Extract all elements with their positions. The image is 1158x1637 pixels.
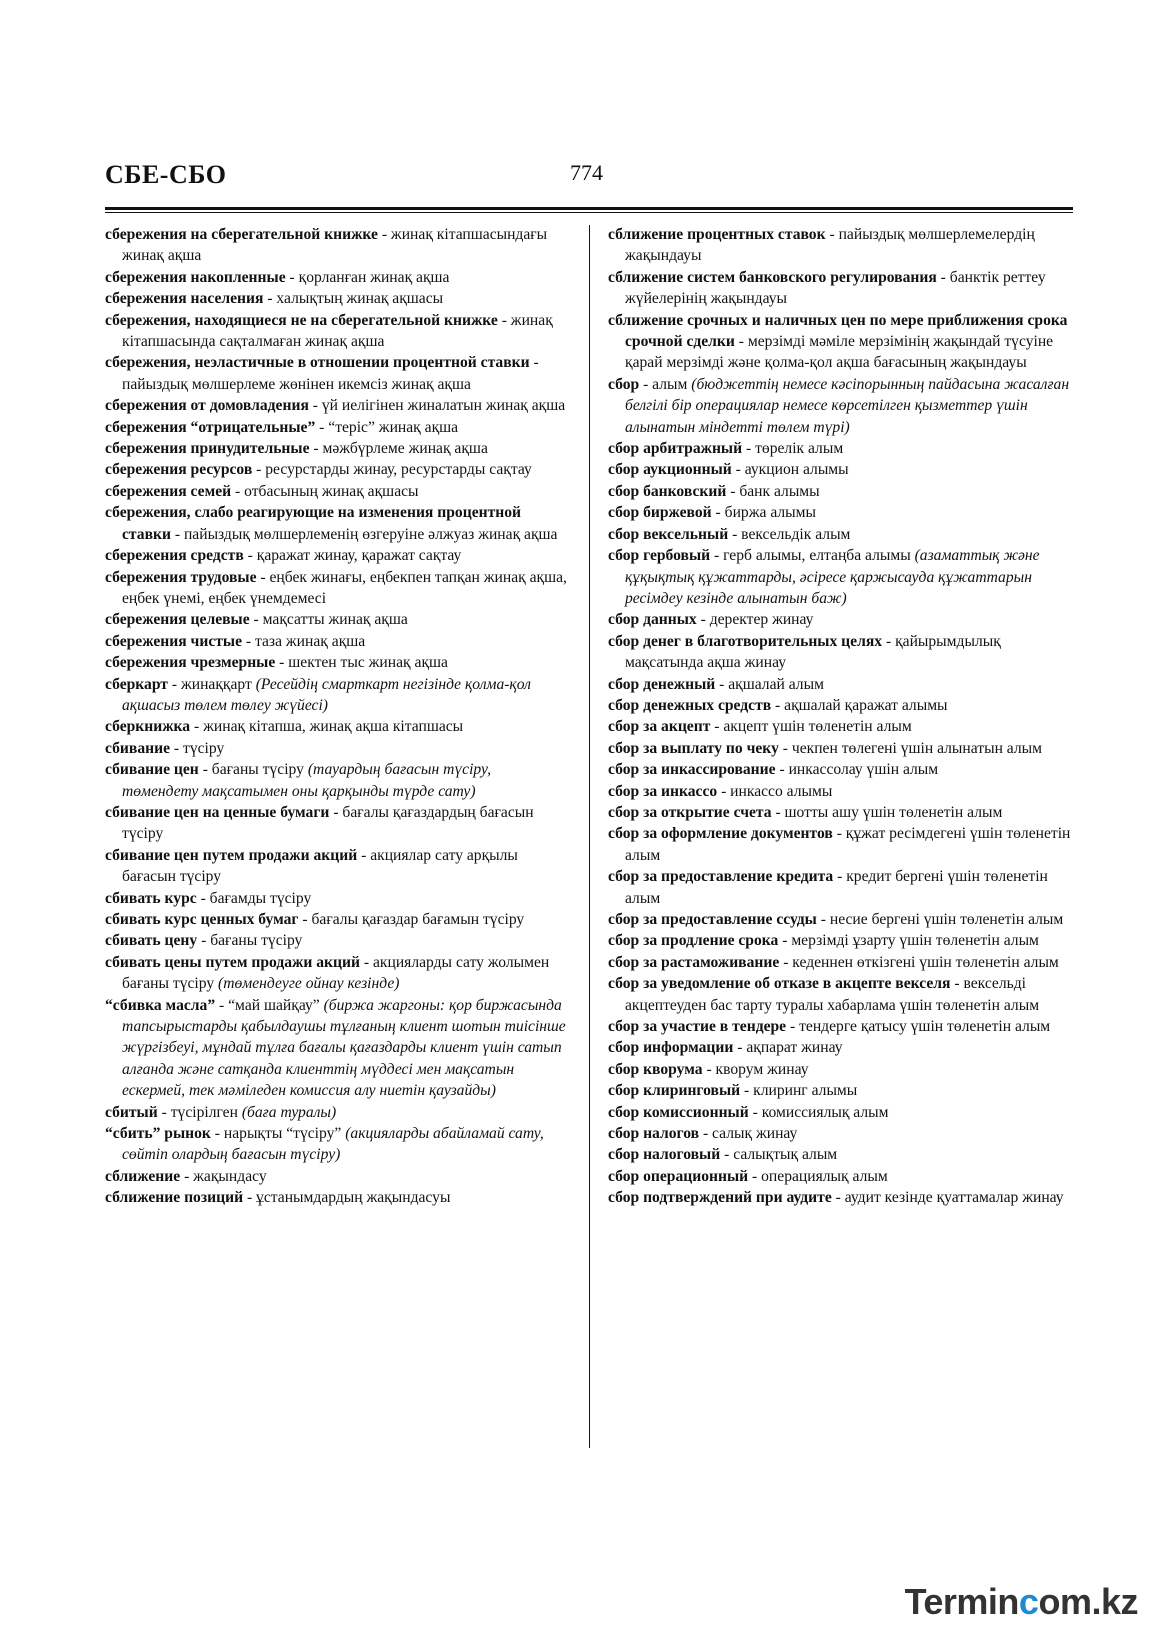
dictionary-entry: [105, 930, 570, 951]
entry-term: сбор денежный: [608, 675, 716, 693]
entry-translation: - пайыздық мөлшерлемелердің жақындауы: [625, 226, 1035, 265]
entry-note: (акцияларды абайламай сату, сөйтіп олардың бағасын түсіру): [122, 1125, 544, 1164]
entry-translation: - банк алымы: [726, 482, 820, 500]
entry-translation: - несие бергені үшін төленетін алым: [816, 911, 1064, 928]
entry-translation: - бағамды түсіру: [196, 889, 312, 907]
entry-translation: - қорланған жинақ ақша: [285, 268, 450, 286]
entry-term: сбор: [608, 375, 640, 393]
watermark-part1: Termin: [904, 1581, 1019, 1622]
dictionary-entry: [105, 352, 570, 395]
dictionary-entry: [608, 1102, 1073, 1123]
dictionary-entry: [105, 888, 570, 909]
entry-term: сбивать цену: [105, 932, 198, 950]
entry-translation: - шектен тыс жинақ ақша: [275, 654, 448, 672]
entry-term: сбор арбитражный: [608, 440, 743, 458]
entry-term: сбор за акцепт: [608, 718, 711, 736]
entry-term: “сбивка масла”: [105, 996, 216, 1014]
entry-term: сбережения “отрицательные”: [105, 418, 316, 436]
site-watermark: [905, 1581, 1138, 1623]
entry-term: сбивание цен на ценные бумаги: [105, 803, 330, 821]
entry-term: сбор за инкассо: [608, 782, 718, 800]
entry-translation: - пайыздық мөлшерлеменің өзгеруіне әлжуаз жинақ ақша: [170, 525, 558, 543]
entry-translation: - мерзімді мәміле мерзімінің жақындай түсуіне қарай мерзімді және қолма-қол ақша бағасының жақындауы: [625, 333, 1054, 372]
dictionary-entry: [608, 631, 1073, 674]
entry-translation: - акцепт үшін төленетін алым: [710, 718, 912, 736]
entry-translation: - вексельді акцептеуден бас тарту туралы хабарлама үшін төленетін алым: [625, 975, 1040, 1014]
dictionary-entry: [105, 652, 570, 673]
dictionary-entry: [608, 1166, 1073, 1187]
entry-translation: - кворум жинау: [702, 1060, 809, 1078]
entry-term: сбивание цен путем продажи акций: [105, 846, 358, 864]
dictionary-entry: [105, 417, 570, 438]
dictionary-entry: [608, 438, 1073, 459]
entry-term: сбережения целевые: [105, 611, 250, 629]
entry-term: сбивание цен: [105, 761, 199, 779]
entry-note: (бюджеттің немесе кәсіпорынның пайдасына жасалған белгілі бір операциялар немесе көрсетілген қызметтер үшін алынатын міндетті төлем түрі): [625, 375, 1070, 436]
dictionary-entry: [608, 310, 1073, 374]
dictionary-entry: [608, 1059, 1073, 1080]
entry-term: сбитый: [105, 1103, 158, 1121]
entry-translation: - салық жинау: [699, 1125, 798, 1143]
entry-translation: - мақсатты жинақ ақша: [249, 611, 408, 629]
dictionary-entry: [105, 674, 570, 717]
entry-term: сбор клиринговый: [608, 1082, 741, 1100]
dictionary-entry: [608, 930, 1073, 951]
dictionary-entry: [105, 952, 570, 995]
dictionary-entry: [608, 524, 1073, 545]
entry-translation: - нарықты “түсіру”: [210, 1125, 346, 1143]
header-rule-thin: [105, 212, 1073, 213]
entry-term: сбережения от домовладения: [105, 397, 309, 415]
entry-translation: - түсіру: [170, 739, 225, 757]
entry-term: сбор биржевой: [608, 504, 712, 522]
left-column: [105, 224, 570, 1209]
dictionary-entry: [608, 545, 1073, 609]
entry-term: сбивать курс ценных бумаг: [105, 911, 299, 928]
entry-term: сближение систем банковского регулирования: [608, 268, 937, 286]
entry-term: сбережения чистые: [105, 632, 243, 650]
entry-translation: - биржа алымы: [711, 504, 816, 522]
entry-translation: - акцияларды сату жолымен бағаны түсіру: [122, 953, 550, 993]
dictionary-entry: [608, 267, 1073, 310]
entry-translation: - үй иелігінен жиналатын жинақ ақша: [308, 397, 566, 415]
dictionary-entry: [105, 545, 570, 566]
entry-note: (биржа жаргоны: қор биржасында тапсырыстарды қабылдаушы тұлғаның клиент шотын тиісінше жүргізбеуі, мұндай тұлға бағалы қағаздарды клиент үшін сатып алғанда және сатқанда клиенттің мүддесі мен мақсатын ескермей, тек мәміледен комиссия алу ниетін қаузайды): [122, 996, 566, 1100]
dictionary-entry: [105, 845, 570, 888]
entry-term: сбор за оформление документов: [608, 825, 833, 843]
dictionary-entry: [608, 459, 1073, 480]
entry-translation: - бағаны түсіру: [198, 761, 308, 779]
dictionary-entry: [608, 759, 1073, 780]
dictionary-entry: [608, 224, 1073, 267]
entry-term: сбор за уведомление об отказе в акцепте векселя: [608, 975, 951, 993]
entry-term: сбивание: [105, 739, 171, 757]
entry-note: (азаматтық және құқықтық құжаттарды, әсіресе қаржысауда құжаттарын ресімдеу кезінде алынатын баж): [625, 547, 1040, 607]
entry-term: сбор денег в благотворительных целях: [608, 632, 883, 650]
entry-translation: - акциялар сату арқылы бағасын түсіру: [122, 846, 518, 886]
entry-term: сбережения принудительные: [105, 440, 310, 458]
dictionary-entry: [105, 909, 570, 930]
entry-translation: - жинақ кітапшасында сақталмаған жинақ ақша: [122, 311, 553, 351]
dictionary-entry: [105, 310, 570, 353]
entry-term: сбор за участие в тендере: [608, 1018, 787, 1036]
entry-translation: - еңбек жинағы, еңбекпен тапқан жинақ ақша, еңбек үнемі, еңбек үнемдемесі: [122, 568, 567, 607]
dictionary-entry: [105, 288, 570, 309]
entry-translation: - деректер жинау: [696, 611, 814, 629]
page-number: 774: [570, 160, 603, 185]
entry-translation: - “теріс” жинақ ақша: [315, 418, 459, 436]
entry-term: сбор вексельный: [608, 525, 729, 543]
entry-term: сберкнижка: [105, 718, 191, 736]
entry-term: сбор денежных средств: [608, 696, 772, 714]
entry-term: сбор за продление срока: [608, 932, 779, 950]
dictionary-entry: [608, 909, 1073, 930]
entry-translation: - пайыздық мөлшерлеме жөнінен икемсіз жинақ ақша: [122, 354, 539, 393]
dictionary-entry: [608, 609, 1073, 630]
entry-term: сбережения накопленные: [105, 268, 286, 286]
entry-translation: - инкассо алымы: [717, 782, 833, 800]
entry-term: сбивать цены путем продажи акций: [105, 953, 360, 971]
entry-translation: - құжат ресімдегені үшін төленетін алым: [625, 825, 1071, 864]
entry-term: сбор за открытие счета: [608, 803, 772, 821]
dictionary-entry: [608, 781, 1073, 802]
entry-translation: - чекпен төлегені үшін алынатын алым: [778, 739, 1042, 757]
entry-term: сбор информации: [608, 1039, 734, 1057]
entry-term: сбережения средств: [105, 547, 244, 565]
watermark-accent: c: [1018, 1581, 1039, 1622]
entry-term: “сбить” рынок: [105, 1125, 211, 1143]
entry-translation: - жақындасу: [180, 1167, 267, 1185]
dictionary-entry: [608, 1144, 1073, 1165]
entry-term: сбережения трудовые: [105, 568, 257, 586]
entry-translation: - мерзімді ұзарту үшін төленетін алым: [778, 932, 1039, 950]
entry-term: сближение процентных ставок: [608, 226, 826, 243]
entry-translation: - вексельдік алым: [728, 525, 851, 543]
dictionary-entry: [608, 481, 1073, 502]
entry-translation: - ақшалай алым: [715, 675, 824, 693]
entry-term: сбор гербовый: [608, 547, 711, 565]
dictionary-entry: [608, 1080, 1073, 1101]
entry-term: сбор за выплату по чеку: [608, 739, 779, 757]
entry-term: сбережения, слабо реагирующие на изменения процентной ставки: [105, 504, 522, 543]
dictionary-entry: [105, 1123, 570, 1166]
entry-term: сбор комиссионный: [608, 1103, 749, 1121]
entry-translation: - бағаны түсіру: [197, 932, 303, 950]
entry-translation: - бағалы қағаздардың бағасын түсіру: [122, 803, 534, 843]
entry-translation: - халықтың жинақ ақшасы: [263, 290, 444, 308]
dictionary-entry: [608, 674, 1073, 695]
dictionary-entry: [105, 459, 570, 480]
dictionary-entry: [608, 1123, 1073, 1144]
entry-translation: - түсірілген: [157, 1103, 242, 1121]
dictionary-entry: [105, 631, 570, 652]
entry-translation: - жинақ кітапшасындағы жинақ ақша: [122, 226, 548, 265]
dictionary-entry: [608, 1187, 1073, 1208]
dictionary-entry: [608, 973, 1073, 1016]
watermark-part3: m.kz: [1059, 1581, 1138, 1622]
entry-translation: - қаражат жинау, қаражат сақтау: [243, 547, 462, 565]
dictionary-entry: [105, 738, 570, 759]
entry-term: сбивать курс: [105, 889, 197, 907]
entry-translation: - ақпарат жинау: [733, 1039, 843, 1057]
entry-translation: - жинақ кітапша, жинақ ақша кітапшасы: [190, 718, 464, 736]
entry-term: сбережения семей: [105, 482, 232, 500]
entry-term: сбережения ресурсов: [105, 461, 253, 479]
entry-translation: - операциялық алым: [748, 1167, 888, 1185]
entry-translation: - кеденнен өткізгені үшін төленетін алым: [779, 953, 1059, 971]
dictionary-entry: [608, 502, 1073, 523]
entry-term: сбор банковский: [608, 482, 727, 500]
entry-term: сбор подтверждений при аудите: [608, 1189, 832, 1207]
header-rule-thick: [105, 207, 1073, 210]
column-divider: [589, 225, 590, 1448]
entry-term: сбережения населения: [105, 290, 264, 308]
dictionary-entry: [105, 438, 570, 459]
entry-term: сбережения чрезмерные: [105, 654, 276, 672]
entry-note: (Ресейдің смарткарт негізінде қолма-қол ақшасыз төлем төлеу жүйесі): [122, 675, 531, 714]
entry-translation: - банктік реттеу жүйелерінің жақындауы: [625, 268, 1046, 308]
entry-translation: - қайырымдылық мақсатында ақша жинау: [625, 632, 1001, 672]
entry-translation: - таза жинақ ақша: [242, 632, 366, 650]
entry-translation: - жинаққарт: [167, 675, 256, 693]
entry-term: сбор операционный: [608, 1167, 749, 1185]
entry-term: сбор аукционный: [608, 461, 732, 479]
dictionary-entry: [608, 695, 1073, 716]
entry-translation: - ұстанымдардың жақындасуы: [243, 1189, 451, 1207]
dictionary-entry: [105, 502, 570, 545]
entry-term: сбор налогов: [608, 1125, 700, 1143]
dictionary-entry: [105, 395, 570, 416]
entry-term: сбережения, находящиеся не на сберегательной книжке: [105, 311, 498, 329]
dictionary-entry: [105, 224, 570, 267]
dictionary-entry: [105, 567, 570, 610]
entry-translation: - аукцион алымы: [731, 461, 849, 479]
entry-translation: - шотты ашу үшін төленетін алым: [771, 803, 1003, 821]
dictionary-entry: [608, 1037, 1073, 1058]
dictionary-entry: [105, 1166, 570, 1187]
entry-term: сбережения, неэластичные в отношении процентной ставки: [105, 354, 530, 372]
entry-translation: - инкассолау үшін алым: [775, 761, 939, 779]
dictionary-entry: [608, 823, 1073, 866]
dictionary-entry: [608, 802, 1073, 823]
entry-translation: - ақшалай қаражат алымы: [771, 696, 948, 714]
dictionary-entry: [105, 802, 570, 845]
entry-translation: - ресурстарды жинау, ресурстарды сақтау: [252, 461, 532, 479]
dictionary-entry: [608, 952, 1073, 973]
entry-term: сбережения на сберегательной книжке: [105, 226, 378, 243]
entry-term: сближение: [105, 1167, 181, 1185]
entry-term: сбор за предоставление кредита: [608, 868, 834, 886]
dictionary-entry: [608, 1016, 1073, 1037]
entry-term: сближение позиций: [105, 1189, 244, 1207]
entry-term: сбор данных: [608, 611, 697, 629]
dictionary-entry: [608, 738, 1073, 759]
entry-term: сближение срочных и наличных цен по мере приближения срока срочной сделки: [608, 311, 1068, 351]
dictionary-entry: [608, 716, 1073, 737]
entry-term: сбор налоговый: [608, 1146, 721, 1164]
right-column: [608, 224, 1073, 1209]
entry-translation: - тендерге қатысу үшін төленетін алым: [786, 1018, 1051, 1036]
entry-translation: - герб алымы, елтаңба алымы: [710, 547, 915, 565]
dictionary-entry: [105, 609, 570, 630]
dictionary-entry: [608, 866, 1073, 909]
entry-translation: - төрелік алым: [742, 440, 844, 458]
entry-term: сбор за растаможивание: [608, 953, 780, 971]
entry-term: сбор кворума: [608, 1060, 703, 1078]
entry-translation: - бағалы қағаздар бағамын түсіру: [298, 911, 525, 928]
dictionary-entry: [105, 759, 570, 802]
dictionary-entry: [105, 1187, 570, 1208]
entry-translation: - кредит бергені үшін төленетін алым: [625, 868, 1048, 907]
entry-term: сбор за предоставление ссуды: [608, 911, 817, 928]
entry-translation: - алым: [639, 375, 692, 393]
entry-translation: - мәжбүрлеме жинақ ақша: [309, 440, 488, 458]
watermark-part2: o: [1038, 1581, 1060, 1622]
dictionary-entry: [105, 716, 570, 737]
page-header-title: СБЕ-СБО: [105, 160, 227, 189]
entry-translation: - “май шайқау”: [215, 996, 324, 1014]
entry-translation: - клиринг алымы: [740, 1082, 858, 1100]
dictionary-entry: [105, 267, 570, 288]
entry-note: (баға туралы): [241, 1103, 337, 1121]
dictionary-entry: [105, 481, 570, 502]
dictionary-entry: [105, 1102, 570, 1123]
entry-translation: - салықтық алым: [720, 1146, 838, 1164]
entry-translation: - комиссиялық алым: [748, 1103, 889, 1121]
entry-note: (тауардың бағасын түсіру, төмендету мақсатымен оны қарқынды түрде сату): [122, 761, 492, 800]
dictionary-entry: [105, 995, 570, 1102]
entry-term: сбор за инкассирование: [608, 761, 776, 779]
entry-term: сберкарт: [105, 675, 168, 693]
entry-note: (төмендеуге ойнау кезінде): [218, 975, 400, 993]
dictionary-entry: [608, 374, 1073, 438]
entry-translation: - аудит кезінде қуаттамалар жинау: [831, 1189, 1064, 1207]
entry-translation: - отбасының жинақ ақшасы: [231, 482, 419, 500]
